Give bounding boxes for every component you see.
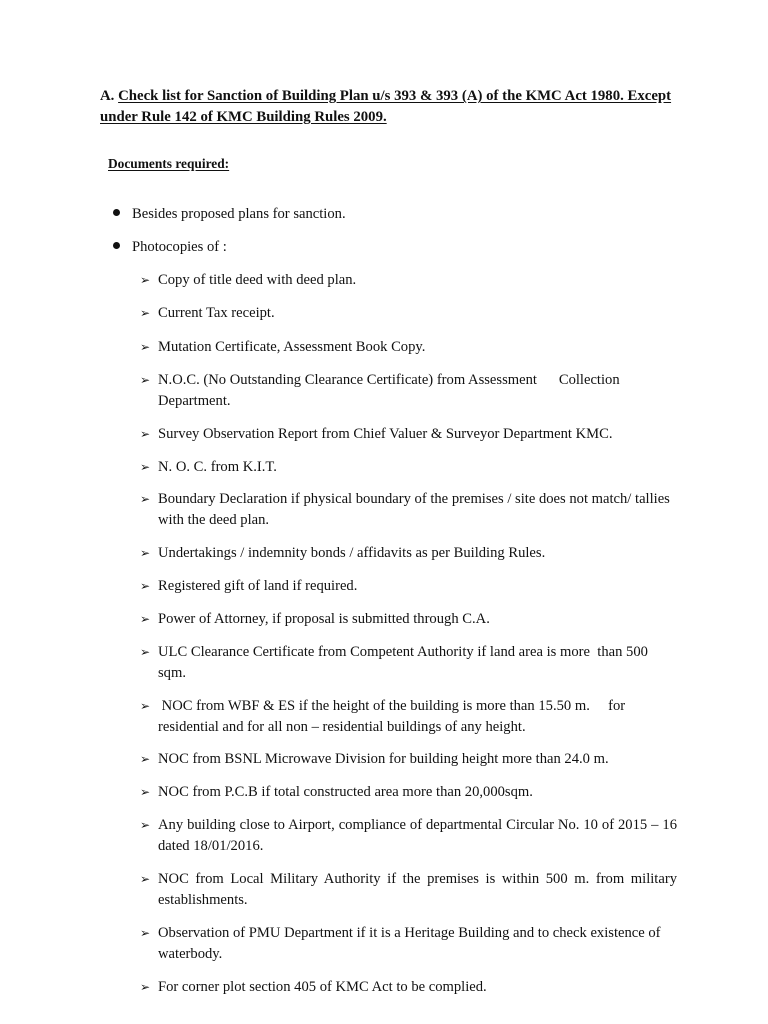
checklist-item: [140, 642, 677, 683]
checklist-item: [140, 457, 677, 478]
checklist-item-text: Mutation Certificate, Assessment Book Copy.: [158, 339, 426, 355]
checklist-item-text: NOC from P.C.B if total constructed area more than 20,000sqm.: [158, 784, 533, 800]
arrow-bullet-icon: ➢: [140, 579, 151, 593]
arrow-bullet-icon: ➢: [140, 306, 151, 320]
bullet-dot-icon: [113, 242, 120, 249]
checklist-item: [140, 424, 677, 445]
arrow-bullet-icon: ➢: [140, 980, 151, 994]
checklist-heading: [100, 86, 690, 128]
checklist-item-text: NOC from WBF & ES if the height of the building is more than 15.50 m. for residential and for all non – residential buildings of any height.: [158, 698, 629, 735]
checklist-item-text: Copy of title deed with deed plan.: [158, 272, 357, 288]
checklist-item-text: N. O. C. from K.I.T.: [158, 459, 277, 475]
arrow-bullet-icon: ➢: [140, 492, 151, 506]
heading-line-2: under Rule 142 of KMC Building Rules 2009.: [100, 109, 387, 125]
checklist-item: [140, 609, 677, 630]
arrow-bullet-icon: ➢: [140, 273, 151, 287]
heading-line-1: Check list for Sanction of Building Plan u/s 393 & 393 (A) of the KMC Act 1980. Except: [118, 88, 672, 104]
bullet-text: Besides proposed plans for sanction.: [132, 206, 346, 222]
checklist-item: [140, 489, 677, 530]
arrow-bullet-icon: ➢: [140, 699, 151, 713]
checklist-item-text: Survey Observation Report from Chief Valuer & Surveyor Department KMC.: [158, 426, 613, 442]
arrow-bullet-icon: ➢: [140, 612, 151, 626]
arrow-bullet-icon: ➢: [140, 373, 151, 387]
heading-prefix: A.: [100, 88, 115, 104]
checklist-item: [140, 977, 677, 998]
checklist-item-text: Observation of PMU Department if it is a Heritage Building and to check existence of waterbody.: [158, 925, 661, 962]
checklist-item-text: For corner plot section 405 of KMC Act to be complied.: [158, 979, 487, 995]
checklist-item-text: N.O.C. (No Outstanding Clearance Certificate) from Assessment Collection Department.: [158, 372, 624, 409]
checklist-item: [140, 576, 677, 597]
arrow-bullet-icon: ➢: [140, 427, 151, 441]
checklist-item-text: Undertakings / indemnity bonds / affidavits as per Building Rules.: [158, 545, 546, 561]
arrow-bullet-icon: ➢: [140, 340, 151, 354]
checklist-item-text: Registered gift of land if required.: [158, 578, 358, 594]
checklist-item-text: Power of Attorney, if proposal is submitted through C.A.: [158, 611, 490, 627]
arrow-bullet-icon: ➢: [140, 785, 151, 799]
checklist-item-text: Current Tax receipt.: [158, 305, 275, 321]
checklist-item: [140, 696, 677, 737]
checklist-item: [140, 749, 677, 770]
checklist-item: [140, 815, 677, 856]
arrow-bullet-icon: ➢: [140, 645, 151, 659]
checklist-item: [140, 869, 677, 910]
bullet-item: [113, 204, 346, 224]
checklist-item-text: Any building close to Airport, compliance of departmental Circular No. 10 of 2015 – 16 dated 18/01/2016.: [158, 817, 677, 854]
bullet-dot-icon: [113, 209, 120, 216]
bullet-text: Photocopies of :: [132, 239, 227, 255]
checklist-item: [140, 303, 677, 324]
checklist-item: [140, 923, 677, 964]
checklist-item-text: NOC from Local Military Authority if the premises is within 500 m. from military establishments.: [158, 871, 677, 908]
arrow-bullet-icon: ➢: [140, 752, 151, 766]
arrow-bullet-icon: ➢: [140, 460, 151, 474]
arrow-bullet-icon: ➢: [140, 546, 151, 560]
bullet-item: [113, 237, 227, 257]
checklist-item: [140, 782, 677, 803]
documents-required-subheading: Documents required:: [108, 156, 230, 171]
arrow-bullet-icon: ➢: [140, 872, 151, 886]
arrow-bullet-icon: ➢: [140, 926, 151, 940]
checklist-item: [140, 337, 677, 358]
arrow-bullet-icon: ➢: [140, 818, 151, 832]
checklist-item-text: Boundary Declaration if physical boundary of the premises / site does not match/ tallies with the deed plan.: [158, 491, 670, 528]
checklist-item: [140, 270, 677, 291]
checklist-item-text: ULC Clearance Certificate from Competent Authority if land area is more than 500 sqm.: [158, 644, 652, 681]
checklist-item: [140, 370, 677, 411]
checklist-item: [140, 543, 677, 564]
checklist-item-text: NOC from BSNL Microwave Division for building height more than 24.0 m.: [158, 751, 609, 767]
